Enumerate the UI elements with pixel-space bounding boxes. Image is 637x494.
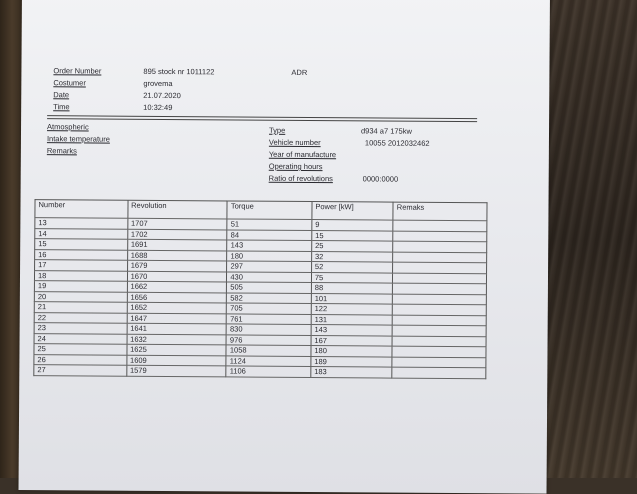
- test-report-document: [19, 0, 550, 494]
- cell-number: 24: [34, 333, 127, 344]
- cell-number: 17: [35, 260, 128, 271]
- date-value: 21.07.2020: [143, 90, 181, 101]
- operating-hours-label: Operating hours: [268, 161, 323, 172]
- cell-revolution: 1609: [127, 355, 227, 366]
- cell-remarks: [393, 273, 487, 284]
- cell-revolution: 1652: [127, 302, 227, 313]
- cell-power: 9: [312, 220, 394, 231]
- intake-temperature-label: Intake temperature: [46, 134, 110, 144]
- cell-number: 19: [34, 281, 127, 292]
- cell-revolution: 1707: [127, 218, 227, 229]
- ratio-of-revolutions-value: 0000:0000: [362, 174, 399, 184]
- cell-number: 16: [35, 249, 128, 260]
- order-number-value: 895 stock nr 1011122: [143, 66, 215, 77]
- cell-power: 32: [311, 251, 393, 262]
- cell-revolution: 1625: [127, 344, 227, 355]
- cell-remarks: [392, 336, 486, 347]
- type-value: d934 a7 175kw: [360, 126, 412, 136]
- cell-power: 131: [311, 314, 393, 325]
- cell-power: 101: [311, 293, 393, 304]
- cell-power: 25: [312, 241, 394, 252]
- type-label: Type: [268, 125, 286, 135]
- cell-revolution: 1679: [127, 260, 227, 271]
- cell-revolution: 1691: [127, 239, 227, 250]
- atmospheric-label: Atmospheric: [47, 122, 89, 132]
- cell-revolution: 1641: [127, 323, 227, 334]
- cell-revolution: 1702: [127, 229, 227, 240]
- cell-torque: 830: [226, 324, 311, 335]
- cell-torque: 761: [227, 313, 312, 324]
- cell-torque: 1124: [226, 355, 311, 366]
- cell-revolution: 1656: [127, 292, 227, 303]
- cell-power: 75: [311, 272, 393, 283]
- cell-torque: 143: [227, 240, 312, 251]
- cell-remarks: [392, 367, 486, 378]
- cell-number: 18: [34, 270, 127, 281]
- table-row: [34, 365, 486, 379]
- column-header-revolution: Revolution: [128, 200, 228, 219]
- order-type-value: ADR: [291, 67, 308, 77]
- cell-remarks: [393, 304, 487, 315]
- cell-power: 52: [311, 262, 393, 273]
- cell-torque: 705: [227, 303, 312, 314]
- cell-remarks: [393, 283, 487, 294]
- cell-power: 180: [311, 346, 393, 357]
- cell-power: 122: [311, 304, 393, 315]
- cell-torque: 976: [226, 334, 311, 345]
- wood-surface-right: [537, 0, 637, 478]
- cell-remarks: [393, 220, 487, 231]
- cell-number: 14: [35, 228, 128, 239]
- cell-revolution: 1662: [127, 281, 227, 292]
- cell-torque: 51: [227, 219, 312, 230]
- ratio-of-revolutions-label: Ratio of revolutions: [268, 173, 333, 184]
- cell-revolution: 1579: [126, 365, 226, 376]
- cell-number: 27: [34, 365, 127, 376]
- cell-torque: 430: [227, 271, 312, 282]
- cell-remarks: [392, 346, 486, 357]
- vehicle-number-value: 10055 2012032462: [364, 138, 430, 148]
- cell-number: 26: [34, 354, 127, 365]
- cell-remarks: [393, 252, 487, 263]
- column-header-torque: Torque: [227, 201, 312, 220]
- column-header-number: Number: [35, 200, 128, 219]
- cell-power: 15: [312, 230, 394, 241]
- cell-remarks: [393, 262, 487, 273]
- order-number-label: Order Number: [53, 66, 102, 76]
- cell-torque: 84: [227, 229, 312, 240]
- cell-number: 21: [34, 302, 127, 313]
- cell-remarks: [393, 231, 487, 242]
- cell-power: 88: [311, 283, 393, 294]
- customer-label: Costumer: [53, 78, 86, 88]
- time-label: Time: [53, 102, 70, 112]
- cell-number: 23: [34, 323, 127, 334]
- cell-torque: 1058: [226, 345, 311, 356]
- cell-revolution: 1688: [127, 250, 227, 261]
- cell-remarks: [393, 294, 487, 305]
- cell-remarks: [393, 241, 487, 252]
- cell-power: 189: [311, 356, 393, 367]
- time-value: 10:32:49: [143, 102, 173, 113]
- measurement-table: [33, 199, 487, 379]
- cell-revolution: 1647: [127, 313, 227, 324]
- cell-number: 22: [34, 312, 127, 323]
- customer-value: grovema: [143, 78, 173, 89]
- cell-torque: 297: [227, 261, 312, 272]
- cell-torque: 180: [227, 250, 312, 261]
- cell-revolution: 1632: [127, 334, 227, 345]
- cell-torque: 582: [227, 292, 312, 303]
- cell-remarks: [392, 357, 486, 368]
- date-label: Date: [53, 90, 70, 100]
- cell-torque: 505: [227, 282, 312, 293]
- remarks-label: Remarks: [46, 146, 77, 156]
- vehicle-number-label: Vehicle number: [268, 137, 321, 148]
- year-of-manufacture-label: Year of manufacture: [268, 149, 337, 160]
- cell-power: 143: [311, 325, 393, 336]
- cell-number: 20: [34, 291, 127, 302]
- paper-sheet: [19, 0, 550, 494]
- column-header-power: Power [kW]: [312, 202, 394, 221]
- cell-remarks: [392, 315, 486, 326]
- cell-number: 15: [35, 239, 128, 250]
- cell-number: 25: [34, 344, 127, 355]
- cell-power: 167: [311, 335, 393, 346]
- cell-power: 183: [311, 367, 393, 378]
- column-header-remarks: Remaks: [393, 202, 487, 221]
- cell-torque: 1106: [226, 366, 311, 377]
- cell-number: 13: [35, 218, 128, 229]
- header-divider-2: [47, 118, 477, 122]
- cell-revolution: 1670: [127, 271, 227, 282]
- cell-remarks: [392, 325, 486, 336]
